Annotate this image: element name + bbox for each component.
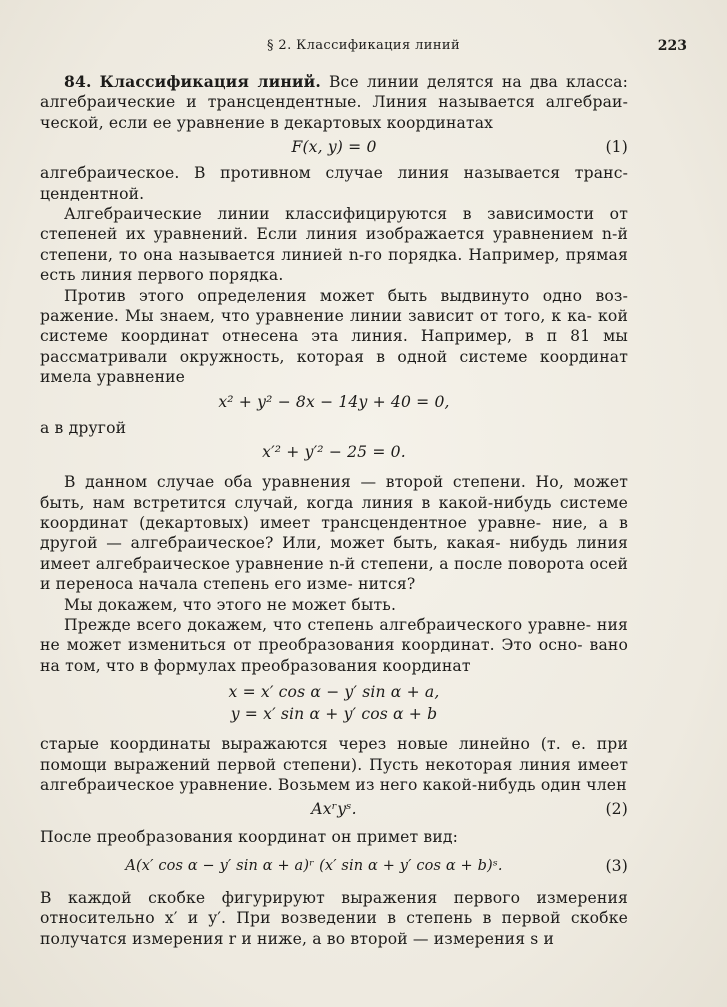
text-line: имела уравнение [40, 368, 186, 387]
text-line: Алгебраические линии классифицируются в зависимости от [64, 205, 628, 224]
text-line: Все линии делятся на два класса: [328, 73, 629, 91]
text-line: мы рассматривали окружность, которая в одной системе координат [40, 327, 628, 366]
paragraph-4 [40, 472, 628, 594]
paragraph-3 [40, 286, 628, 388]
equation-3 [40, 856, 628, 878]
equation-2 [40, 799, 628, 821]
text-line: системе координат (декартовых) имеет трансцендентное уравне- [40, 493, 628, 532]
equation-expression: x′² + y′² − 25 = 0. [262, 443, 406, 462]
equation-number: (3) [605, 856, 628, 875]
equation-expression: y = x′ sin α + y′ cos α + b [230, 705, 438, 724]
text-line: ния не может измениться от преобразования координат. Это осно- [40, 615, 628, 655]
text-line: старые координаты выражаются через новые линейно (т. е. при [40, 735, 628, 754]
text-line: нится? [358, 575, 416, 594]
text-line: относительно x′ и y′. При возведении в степень в первой скобке [40, 909, 628, 928]
text-line: имеет алгебраическое уравнение. Возьмем из него какой-нибудь [40, 755, 628, 794]
text-line: ражение. Мы знаем, что уравнение линии зависит от того, к ка- [40, 307, 593, 326]
page-number: 223 [657, 38, 687, 54]
paragraph-6 [40, 615, 628, 676]
equation-expression: x² + y² − 8x − 14y + 40 = 0, [218, 392, 450, 411]
text-line: нибудь линия имеет алгебраическое уравнение n-й степени, [40, 534, 628, 573]
equation-expression: Axʳyˢ. [311, 800, 357, 819]
section-number: 84. [64, 72, 92, 91]
text-line: получатся измерения r и ниже, а во второй — измерения s и [40, 929, 555, 948]
text-line: В каждой скобке фигурируют выражения первого измерения [40, 888, 628, 907]
equation-transform-x [40, 682, 628, 704]
text-line: алгебраическое. В противном случае линия называется транс- [40, 164, 628, 183]
text-line: алгебраические и трансцендентные. Линия называется алгебраи- [40, 93, 628, 112]
paragraph-9 [40, 888, 628, 949]
paragraph-1 [40, 72, 628, 133]
section-84 [40, 72, 628, 949]
equation-number: (1) [605, 138, 628, 157]
equation-expression: F(x, y) = 0 [291, 138, 377, 157]
text-line: ческой, если ее уравнение в декартовых координатах [40, 113, 494, 132]
text-line: помощи выражений первой степени). Пусть некоторая линия [40, 755, 571, 774]
text-line: ние, а в другой — алгебраическое? Или, может быть, какая- [40, 513, 628, 553]
equation-number: (2) [605, 800, 628, 819]
paragraph-7 [40, 734, 628, 795]
paragraph-2 [40, 204, 628, 286]
text-line: n-й степени, то она называется линией n-го порядка. Например, [40, 225, 629, 264]
paragraph-5: Мы докажем, что этого не может быть. [64, 595, 397, 614]
equation-expression: x = x′ cos α − y′ sin α + a, [228, 683, 440, 702]
running-head: § 2. Классификация линий [266, 38, 461, 53]
paragraph-1-end [40, 163, 628, 204]
equation-expression: A(x′ cos α − y′ sin α + a)ʳ (x′ sin α + y′ cos α + b)ˢ. [125, 857, 503, 874]
page-header [40, 38, 687, 60]
equation-transform-y [40, 704, 628, 726]
equation-circle-1 [40, 392, 628, 414]
section-title: Классификация линий. [99, 72, 321, 91]
paragraph-3-mid: а в другой [40, 418, 127, 437]
text-line: Прежде всего докажем, что степень алгебраического уравне- [64, 615, 592, 634]
text-line: один член [540, 775, 627, 794]
text-line: кой системе координат отнесена эта линия. Например, в п 81 [40, 307, 628, 346]
text-line: вано на том, что в формулах преобразования координат [40, 636, 628, 675]
text-line: степеней их уравнений. Если линия изображается уравнением [40, 225, 594, 244]
equation-1 [40, 137, 628, 159]
text-line: В данном случае оба уравнения — второй степени. Но, может [64, 473, 628, 492]
text-line: Против этого определения может быть выдвинуто одно воз- [64, 286, 628, 305]
equation-circle-2 [40, 442, 628, 464]
text-line: цендентной. [40, 184, 145, 203]
paragraph-8: После преобразования координат он примет вид: [40, 828, 459, 847]
text-line: прямая есть линия первого порядка. [40, 245, 628, 285]
text-line: быть, нам встретится случай, когда линия в какой-нибудь [40, 493, 552, 512]
text-line: а после поворота осей и переноса начала степень его изме- [40, 554, 629, 594]
